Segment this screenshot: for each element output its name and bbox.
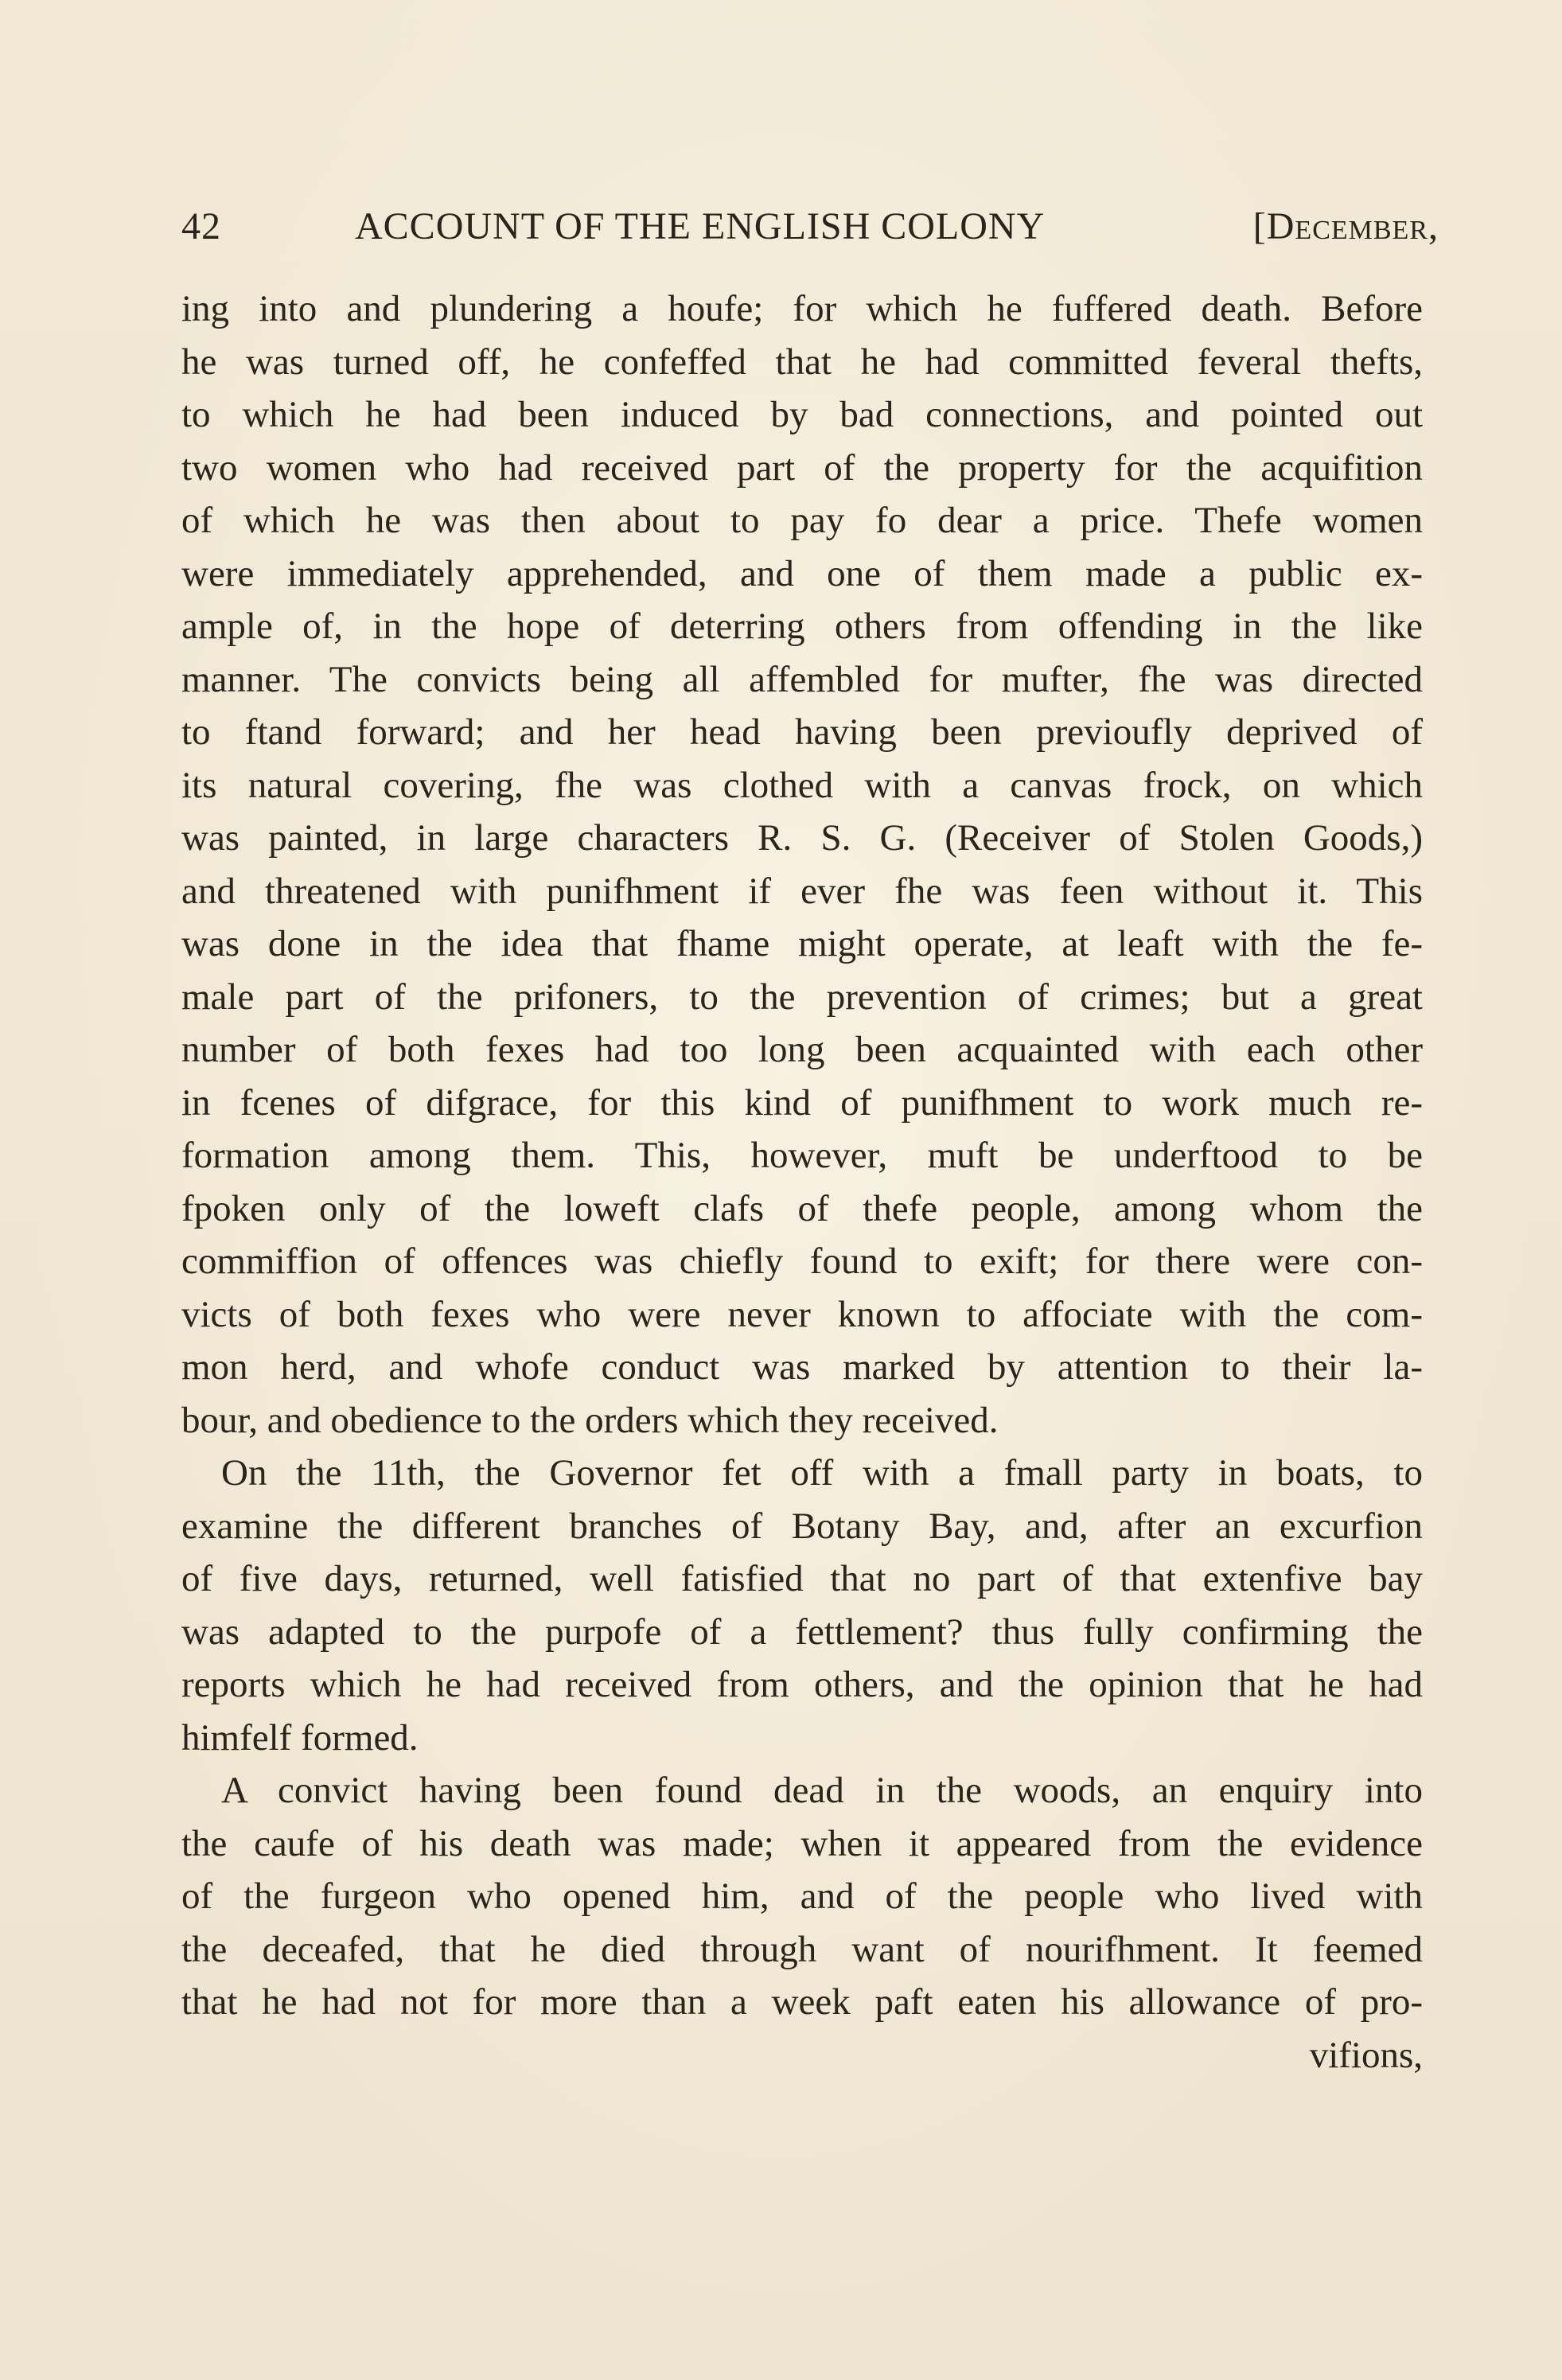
running-head-title: ACCOUNT OF THE ENGLISH COLONY [355,205,1046,247]
text-line: were immediately apprehended, and one of them made a public ex- [181,552,1423,594]
running-head [181,199,1439,255]
text-line: reports which he had received from others, and the opinion that he had [181,1664,1423,1705]
text-line: he was turned off, he confeffed that he had committed feveral thefts, [181,341,1423,383]
text-line: bour, and obedience to the orders which they received. [181,1399,999,1441]
text-line: to which he had been induced by bad connections, and pointed out [181,394,1423,435]
text-line: fpoken only of the loweft clafs of thefe people, among whom the [181,1187,1423,1229]
text-line: of the furgeon who opened him, and of the people who lived with [181,1876,1423,1917]
text-line: two women who had received part of the property for the acquifition [181,446,1423,489]
page-number: 42 [181,205,221,247]
text-line: ample of, in the hope of deterring others from offending in the like [181,606,1423,647]
text-line: and threatened with punifhment if ever fhe was feen without it. This [181,870,1423,912]
text-line: victs of both fexes who were never known to affociate with the com- [181,1293,1423,1335]
body-text [181,282,1423,2082]
text-line: manner. The convicts being all affembled for mufter, fhe was directed [181,658,1423,700]
text-line: the caufe of his death was made; when it appeared from the evidence [181,1822,1423,1864]
text-line: examine the different branches of Botany Bay, and, after an excurfion [181,1505,1423,1547]
text-line: was done in the idea that fhame might operate, at leaft with the fe- [181,923,1423,964]
text-line: formation among them. This, however, muft be underftood to be [181,1135,1423,1176]
running-head-month: [December, [1252,205,1439,247]
text-line: was painted, in large characters R. S. G. (Receiver of Stolen Goods,) [181,817,1423,859]
text-line: the deceafed, that he died through want of nourifhment. It feemed [181,1928,1423,1970]
text-line: that he had not for more than a week paft eaten his allowance of pro- [181,1981,1423,2023]
text-line: its natural covering, fhe was clothed with a canvas frock, on which [181,764,1423,806]
text-line: A convict having been found dead in the woods, an enquiry into [221,1770,1423,1811]
text-line: On the 11th, the Governor fet off with a fmall party in boats, to [221,1452,1423,1494]
text-line: commiffion of offences was chiefly found to exift; for there were con- [181,1241,1423,1282]
text-line: number of both fexes had too long been acquainted with each other [181,1029,1423,1070]
text-line: in fcenes of difgrace, for this kind of punifhment to work much re- [181,1081,1423,1124]
text-line: male part of the prifoners, to the prevention of crimes; but a great [181,976,1423,1018]
text-line: of which he was then about to pay fo dear a price. Thefe women [181,500,1423,541]
text-line: of five days, returned, well fatisfied that no part of that extenfive bay [181,1558,1423,1599]
text-line: was adapted to the purpofe of a fettlement? thus fully confirming the [181,1611,1423,1653]
text-line: mon herd, and whofe conduct was marked by attention to their la- [181,1346,1423,1388]
text-line: vifions, [1309,2034,1423,2076]
text-line: ing into and plundering a houfe; for which he fuffered death. Before [181,288,1423,329]
text-line: to ftand forward; and her head having been previoufly deprived of [181,711,1423,753]
text-line: himfelf formed. [181,1716,419,1759]
